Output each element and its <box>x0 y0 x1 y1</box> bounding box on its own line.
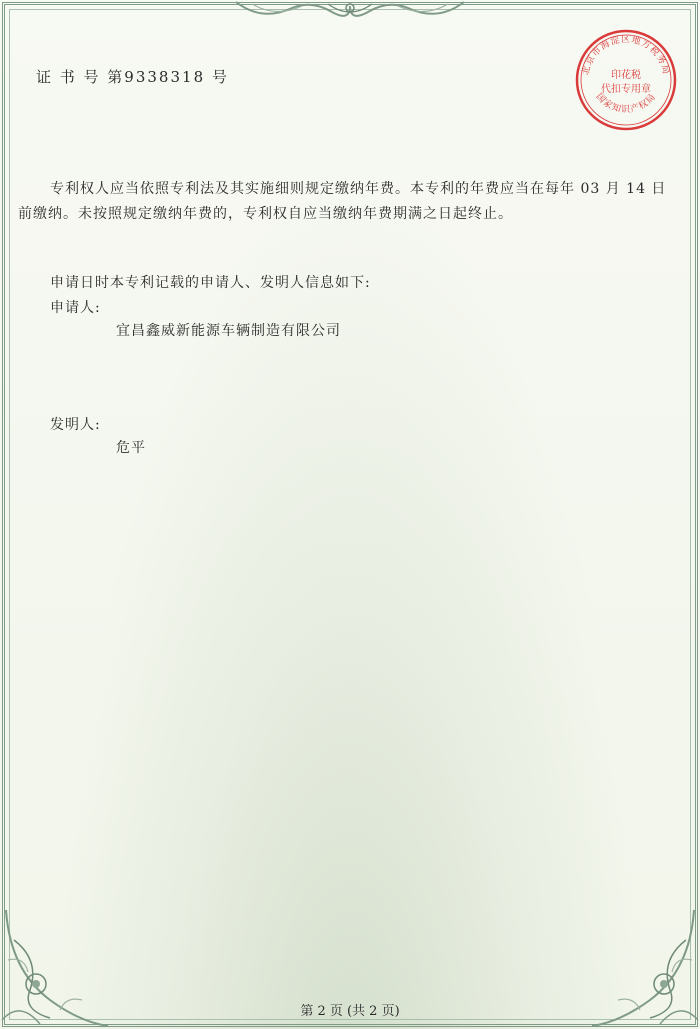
top-ornament <box>232 0 468 26</box>
record-intro: 申请日时本专利记载的申请人、发明人信息如下: <box>50 275 371 291</box>
tax-seal-stamp <box>574 28 678 132</box>
inventor-name: 危平 <box>116 440 146 456</box>
page-border-inner <box>9 9 691 1020</box>
page-footer: 第 2 页 (共 2 页) <box>300 1004 400 1019</box>
seal-ring-text: 北京市海淀区地方税务局 <box>581 35 671 77</box>
seal-center-line-1: 印花税 <box>611 70 641 81</box>
fee-paragraph-line-2: 前缴纳。未按照规定缴纳年费的，专利权自应当缴纳年费期满之日起终止。 <box>18 206 513 222</box>
seal-bottom-text: 国家知识产权局 <box>593 91 659 116</box>
certificate-number: 证 书 号 第9338318 号 <box>36 68 229 86</box>
seal-center-line-2: 代扣专用章 <box>601 84 651 95</box>
applicant-label: 申请人: <box>50 300 101 316</box>
fee-paragraph-line-1: 专利权人应当依照专利法及其实施细则规定缴纳年费。本专利的年费应当在每年 03 月 14 日 <box>50 181 667 197</box>
applicant-name: 宜昌鑫威新能源车辆制造有限公司 <box>116 323 341 339</box>
inventor-label: 发明人: <box>50 417 101 433</box>
